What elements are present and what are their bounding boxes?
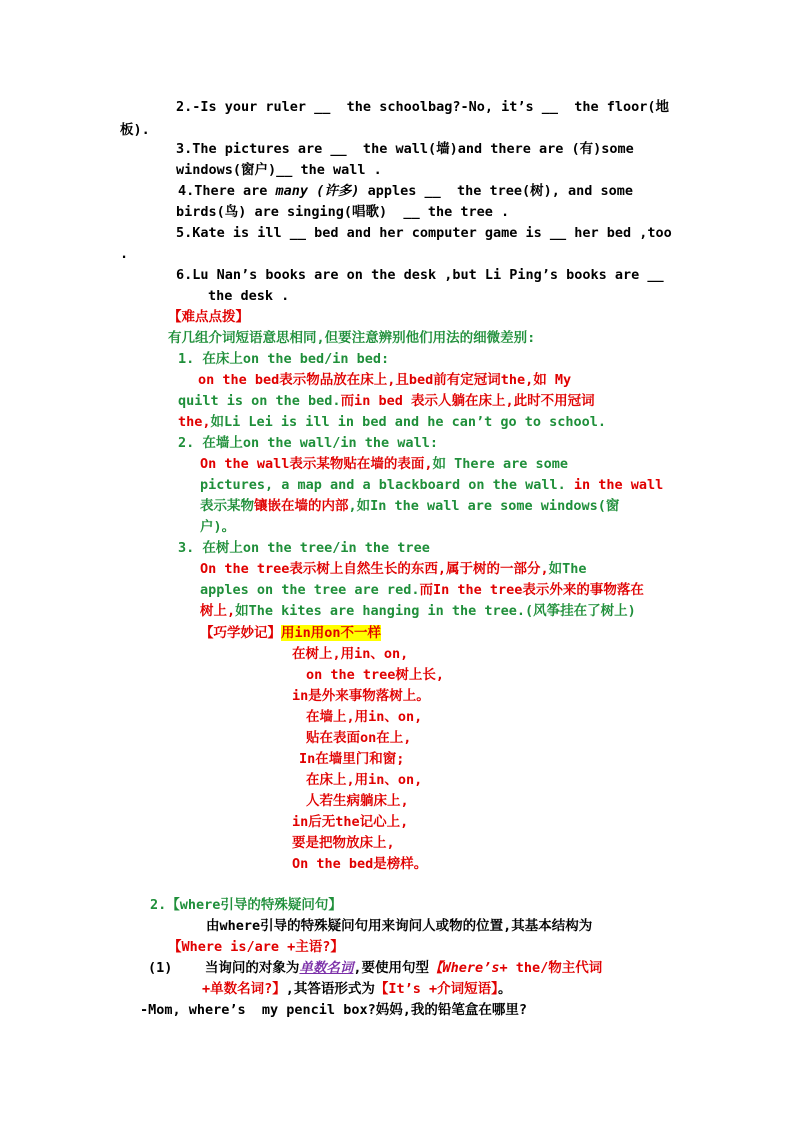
- point-2-line2: [200, 476, 663, 494]
- point-1-line3: [178, 413, 606, 431]
- mnemonic-line-6: In在墙里门和窗;: [299, 751, 405, 767]
- exercise-6-line2: the desk .: [208, 288, 290, 304]
- mnemonic-line-9: in后无the记心上,: [292, 814, 409, 830]
- exercise-4-pre: 4.There are: [178, 183, 276, 199]
- point-1-line2-en: quilt is on the bed.: [178, 393, 341, 409]
- where-item-1-a: 当询问的对象为: [204, 960, 300, 976]
- point-1-line1: on the bed表示物品放在床上,且bed前有定冠词the,如 My: [198, 372, 572, 388]
- point-2-line4: 户)。: [200, 519, 236, 535]
- mnemonic-highlight: 用in用on不一样: [281, 625, 382, 641]
- exercise-4-post: apples __ the tree(树), and some: [359, 183, 634, 199]
- mnemonic-heading-line: [200, 624, 381, 642]
- mnemonic-line-7: 在床上,用in、on,: [306, 772, 423, 788]
- difficulty-heading: 【难点点拨】: [168, 309, 249, 325]
- exercise-5-line1: 5.Kate is ill __ bed and her computer game is __ her bed ,too: [176, 225, 672, 241]
- point-3-line3-b: 如The kites are hanging in the tree.(风筝挂在了树上): [235, 603, 636, 619]
- where-item-1-l2-b: ,其答语形式为: [285, 981, 375, 997]
- mnemonic-line-5: 贴在表面on在上,: [306, 730, 412, 746]
- where-desc-line1: 由where引导的特殊疑问句用来询问人或物的位置,其基本结构为: [206, 918, 593, 934]
- exercise-3-line2: windows(窗户)__ the wall .: [176, 162, 382, 178]
- where-item-1-singular-noun: 单数名词: [299, 960, 354, 976]
- mnemonic-line-1: 在树上,用in、on,: [292, 646, 409, 662]
- mnemonic-line-3: in是外来事物落树上。: [292, 688, 430, 704]
- point-2-line2-example: pictures, a map and a blackboard on the wall.: [200, 477, 566, 493]
- exercise-4-italic: many (许多): [275, 183, 360, 199]
- where-item-1-c: ,要使用句型: [353, 960, 430, 976]
- point-2-line1-example: 如 There are some: [432, 456, 568, 472]
- mnemonic-line-8: 人若生病躺床上,: [306, 793, 409, 809]
- point-1-line3-the: the,: [178, 414, 211, 430]
- point-2-line1-rule: On the wall表示某物贴在墙的表面,: [200, 456, 433, 472]
- exercise-6-line1: 6.Lu Nan’s books are on the desk ,but Li Ping’s books are __: [176, 267, 664, 283]
- where-item-1-number: (1): [148, 960, 173, 976]
- difficulty-intro: 有几组介词短语意思相同,但要注意辨别他们用法的细微差别:: [168, 330, 536, 346]
- mnemonic-line-2: on the tree树上长,: [306, 667, 445, 683]
- point-3-line1: [200, 560, 587, 578]
- where-item-1-line2: [202, 980, 511, 998]
- point-1-line2-cn: 而in bed 表示人躺在床上,此时不用冠词: [340, 393, 595, 409]
- exercise-5-line2: .: [120, 246, 129, 262]
- point-1-title: 1. 在床上on the bed/in bed:: [178, 351, 390, 367]
- point-3-line2: [200, 581, 644, 599]
- point-3-title: 3. 在树上on the tree/in the tree: [178, 540, 430, 556]
- point-3-line2-example: apples on the tree are red.: [200, 582, 420, 598]
- point-3-line1-rule: On the tree表示树上自然生长的东西,属于树的一部分,: [200, 561, 549, 577]
- mnemonic-heading: 【巧学妙记】: [200, 625, 281, 641]
- where-example: -Mom, where’s my pencil box?妈妈,我的铅笔盒在哪里?: [140, 1002, 527, 1018]
- where-heading: 2.【where引导的特殊疑问句】: [150, 897, 342, 913]
- point-2-line3: [200, 497, 619, 515]
- point-1-line3-example: 如Li Lei is ill in bed and he can’t go to school.: [210, 414, 607, 430]
- exercise-4-line2: birds(鸟) are singing(唱歌) __ the tree .: [176, 204, 510, 220]
- where-item-1-e: + the/物主代词: [499, 960, 603, 976]
- mnemonic-line-11: On the bed是榜样。: [292, 856, 428, 872]
- mnemonic-line-4: 在墙上,用in、on,: [306, 709, 423, 725]
- where-desc-line2: 【Where is/are +主语?】: [168, 939, 344, 955]
- exercise-2-line1: 2.-Is your ruler __ the schoolbag?-No, it’s __ the floor(地: [176, 99, 670, 115]
- where-item-1-l2-a: +单数名词?】: [202, 981, 286, 997]
- point-3-line3: [200, 602, 636, 620]
- point-2-line2-in-wall: in the wall: [565, 477, 664, 493]
- exercise-3-line1: 3.The pictures are __ the wall(墙)and there are (有)some: [176, 141, 634, 157]
- point-3-line1-example: 如The: [548, 561, 587, 577]
- where-item-1-line1: [148, 959, 602, 977]
- point-2-line3-b: 镶嵌在墙的内部: [254, 498, 349, 514]
- point-3-line2-rule: 而In the tree表示外来的事物落在: [419, 582, 644, 598]
- point-3-line3-a: 树上,: [200, 603, 236, 619]
- point-2-line3-a: 表示某物: [200, 498, 254, 514]
- exercise-4-line1: [178, 182, 633, 200]
- exercise-2-line2: 板).: [120, 122, 150, 138]
- point-2-title: 2. 在墙上on the wall/in the wall:: [178, 435, 438, 451]
- where-item-1-d: 【Where’s: [429, 960, 500, 976]
- point-2-line1: [200, 455, 568, 473]
- mnemonic-line-10: 要是把物放床上,: [292, 835, 395, 851]
- where-item-1-l2-d: 。: [497, 981, 512, 997]
- where-item-1-l2-c: 【It’s +介词短语】: [374, 981, 498, 997]
- point-1-line2: [178, 392, 595, 410]
- point-2-line3-c: ,如In the wall are some windows(窗: [348, 498, 620, 514]
